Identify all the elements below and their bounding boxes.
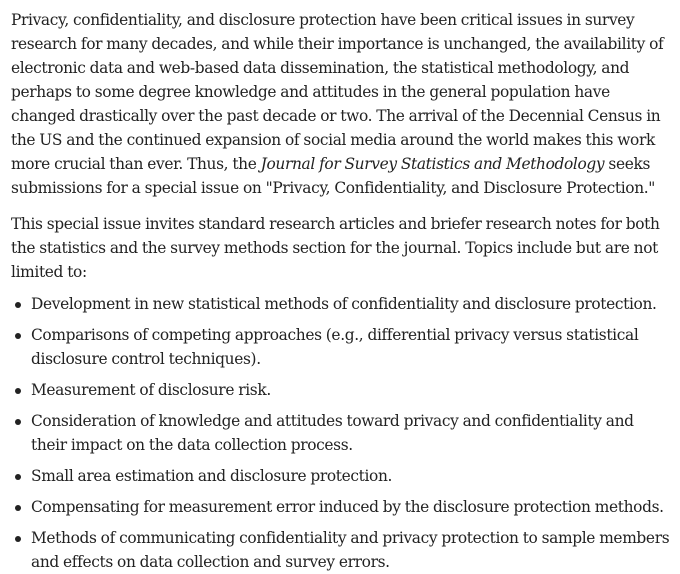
bullet-icon [15,505,21,511]
bullet-icon [15,302,21,308]
bullet-icon [15,536,21,542]
bullet-icon [15,333,21,339]
bullet-icon [15,419,21,425]
list-item [11,378,670,402]
list-item [11,409,670,457]
list-item-text: Measurement of disclosure risk. [31,381,271,399]
list-item [11,292,670,316]
list-item [11,495,670,519]
bullet-icon [15,474,21,480]
topic-list [11,292,670,574]
list-item [11,323,670,371]
list-item [11,464,670,488]
list-item-text: Comparisons of competing approaches (e.g., differential privacy versus statistical disclosure control techniques). [31,326,639,368]
intro-text-start: Privacy, confidentiality, and disclosure protection have been critical issues in survey research for many decades, and while their importance is unchanged, the availability of electronic data and web-based data dissemination, the statistical methodology, and perhaps to some degree knowledge and attitudes in the general population have changed drastically over the past decade or two. The arrival of the Decennial Census in the US and the continued expansion of social media around the world makes this work more crucial than ever. Thus, the [11,11,664,173]
intro-text-end: seeks submissions for a special issue on "Privacy, Confidentiality, and Disclosure Protection." [11,155,656,197]
list-item [11,526,670,574]
list-item-text: Compensating for measurement error induced by the disclosure protection methods. [31,498,664,516]
intro-paragraph [11,8,670,200]
list-item-text: Development in new statistical methods of confidentiality and disclosure protection. [31,295,657,313]
journal-title: Journal for Survey Statistics and Methodology [260,155,605,173]
bullet-icon [15,388,21,394]
list-item-text: Small area estimation and disclosure protection. [31,467,393,485]
list-item-text: Consideration of knowledge and attitudes toward privacy and confidentiality and their impact on the data collection process. [31,412,634,454]
list-item-text: Methods of communicating confidentiality and privacy protection to sample members and effects on data collection and survey errors. [31,529,670,571]
scope-paragraph: This special issue invites standard research articles and briefer research notes for both the statistics and the survey methods section for the journal. Topics include but are not limited to: [11,215,660,281]
